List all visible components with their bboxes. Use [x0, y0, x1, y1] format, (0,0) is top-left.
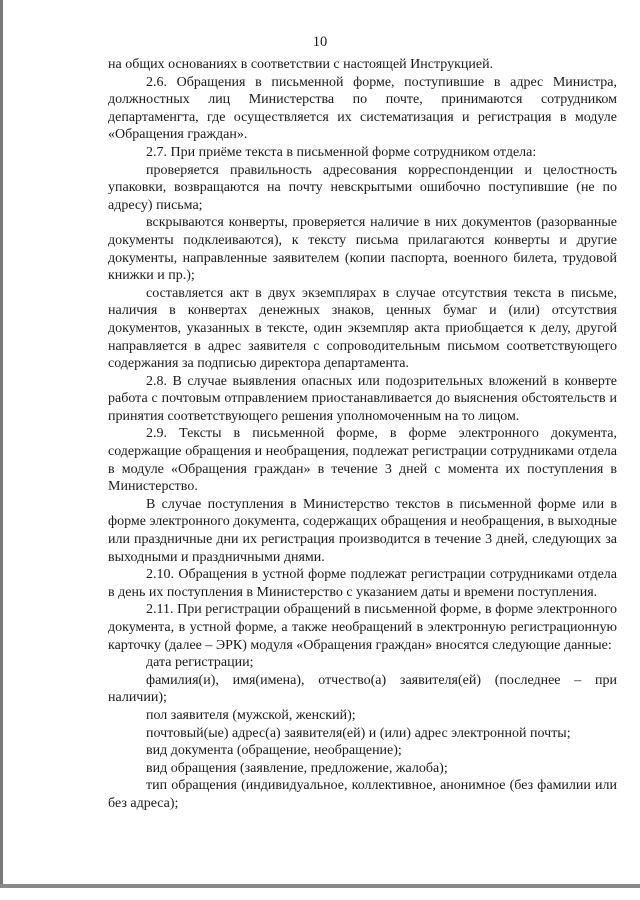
- list-item-open-envelopes: вскрываются конверты, проверяется наличие в них документов (разорванные документы подклеиваются), к тексту письма прилагаются конверты и другие документы, направленные заявителем (копии паспорта, военного билета, трудовой книжки и пр.);: [108, 215, 617, 284]
- list-item-applicant-name: фамилия(и), имя(имена), отчество(а) заявителя(ей) (последнее – при наличии);: [108, 672, 617, 706]
- paragraph-continuation: на общих основаниях в соответствии с настоящей Инструкцией.: [108, 57, 494, 72]
- list-item-applicant-gender: пол заявителя (мужской, женский);: [146, 707, 356, 723]
- list-item-applicant-address: почтовый(ые) адрес(а) заявителя(ей) и (или) адрес электронной почты;: [146, 725, 571, 741]
- paragraph-weekend-registration: В случае поступления в Министерство текстов в письменной форме или в форме электронного документа, содержащих обращения и необращения, в выходные или праздничные дни их регистрация производится в течение 3 дней, следующих за выходными и праздничными днями.: [108, 496, 617, 565]
- list-item-check-addressing: проверяется правильность адресования корреспонденции и целостность упаковки, возвращаются на почту невскрытыми ошибочно поступившие (не по адресу) письма;: [108, 162, 617, 213]
- list-item-registration-date: дата регистрации;: [146, 655, 254, 671]
- paragraph-2-6: 2.6. Обращения в письменной форме, поступившие в адрес Министра, должностных лиц Министерства по почте, принимаются сотрудником департаменгта, где осуществляется их систематизация и регистрация в модуле «Обращения граждан».: [108, 74, 617, 143]
- page-number: 10: [312, 34, 328, 50]
- document-body: [108, 56, 617, 813]
- scan-bottom-edge: [0, 884, 640, 888]
- list-item-document-kind: вид документа (обращение, необращение);: [146, 743, 402, 759]
- paragraph-2-11: 2.11. При регистрации обращений в письменной форме, в форме электронного документа, в устной форме, а также необращений в электронную регистрационную карточку (далее – ЭРК) модуля «Обращения граждан» вносятся следующие данные:: [108, 602, 617, 653]
- list-item-appeal-kind: вид обращения (заявление, предложение, жалоба);: [146, 760, 448, 776]
- paragraph-2-7: 2.7. При приёме текста в письменной форме сотрудником отдела:: [146, 144, 537, 160]
- paragraph-2-9: 2.9. Тексты в письменной форме, в форме электронного документа, содержащие обращения и необращения, подлежат регистрации сотрудниками отдела в модуле «Обращения граждан» в течение 3 дней с момента их поступления в Министерство.: [108, 426, 617, 495]
- list-item-appeal-type: тип обращения (индивидуальное, коллективное, анонимное (без фамилии или без адреса);: [108, 778, 617, 811]
- list-item-compose-act: составляется акт в двух экземплярах в случае отсутствия текста в письме, наличия в конвертах денежных знаков, ценных бумаг и (или) отсутствия документов, указанных в тексте, один экземпляр акта приобщается к делу, другой направляется в адрес заявителя с сопроводительным письмом соответствующего содержания за подписью директора департамента.: [108, 285, 617, 372]
- paragraph-2-8: 2.8. В случае выявления опасных или подозрительных вложений в конверте работа с почтовым отправлением приостанавливается до выяснения обстоятельств и принятия соответствующего решения уполномоченным на то лицом.: [108, 373, 617, 424]
- scan-left-edge: [0, 0, 3, 886]
- paragraph-2-10: 2.10. Обращения в устной форме подлежат регистрации сотрудниками отдела в день их поступления в Министерство с указанием даты и времени поступления.: [108, 567, 617, 600]
